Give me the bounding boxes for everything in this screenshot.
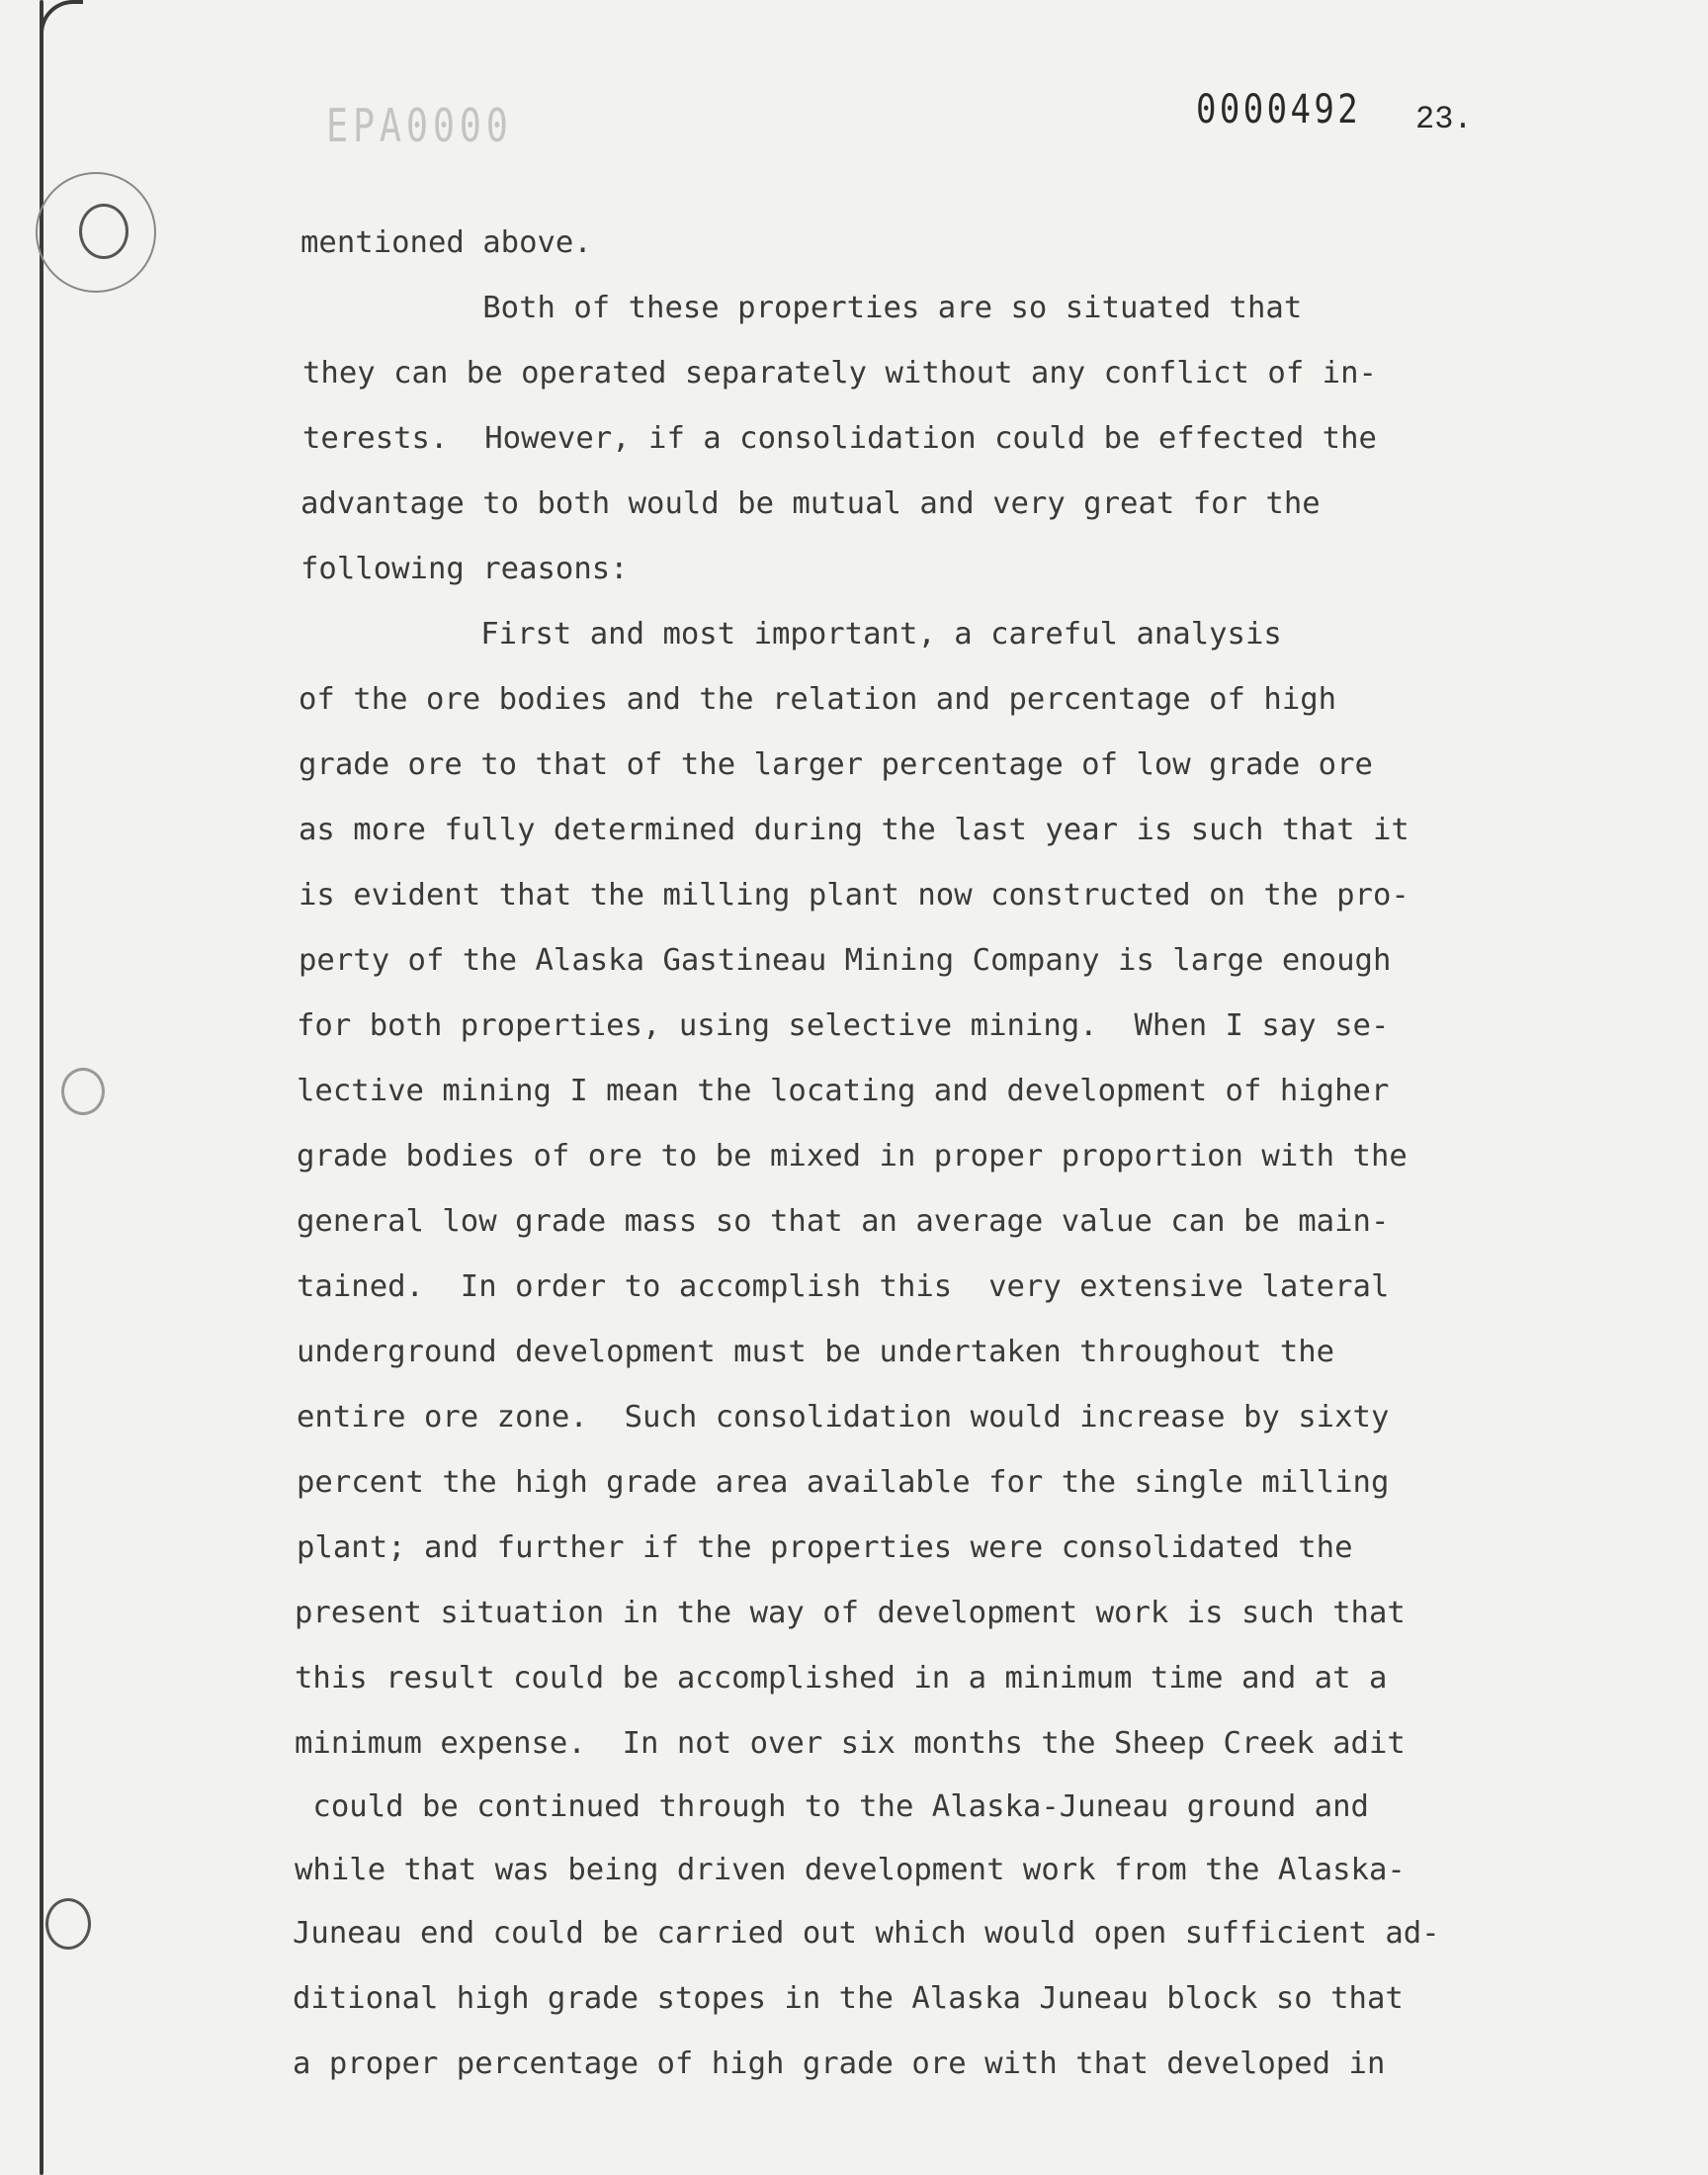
text-line: lective mining I mean the locating and development of higher (297, 1074, 1390, 1108)
document-number: 0000492 (1196, 87, 1362, 132)
text-line: Both of these properties are so situated that (300, 291, 1303, 325)
text-line: Juneau end could be carried out which would open sufficient ad- (293, 1916, 1440, 1951)
text-line: advantage to both would be mutual and very great for the (300, 486, 1321, 521)
text-line: entire ore zone. Such consolidation would increase by sixty (297, 1400, 1390, 1435)
text-line: following reasons: (300, 552, 629, 586)
text-line: First and most important, a careful analysis (299, 617, 1282, 652)
text-line: perty of the Alaska Gastineau Mining Company is large enough (299, 943, 1392, 978)
text-line: tained. In order to accomplish this very extensive lateral (297, 1269, 1390, 1304)
binder-hole-bottom (45, 1898, 91, 1950)
text-line: plant; and further if the properties were consolidated the (297, 1530, 1353, 1565)
text-line: grade bodies of ore to be mixed in proper proportion with the (297, 1139, 1408, 1174)
text-line: terests. However, if a consolidation could be effected the (302, 421, 1377, 456)
page-number: 23. (1415, 101, 1473, 137)
binder-hole-top (79, 204, 128, 259)
text-line: as more fully determined during the last year is such that it (299, 813, 1409, 847)
text-line: they can be operated separately without any conflict of in- (302, 356, 1377, 391)
text-line: minimum expense. In not over six months the Sheep Creek adit (295, 1726, 1406, 1761)
text-line: this result could be accomplished in a minimum time and at a (295, 1661, 1388, 1696)
text-line: mentioned above. (300, 225, 592, 260)
text-line: could be continued through to the Alaska-Juneau ground and (295, 1789, 1369, 1824)
text-line: ditional high grade stopes in the Alaska Juneau block so that (293, 1981, 1404, 2016)
text-line: of the ore bodies and the relation and percentage of high (299, 682, 1337, 717)
text-line: a proper percentage of high grade ore with that developed in (293, 2046, 1386, 2081)
page-corner (40, 0, 83, 34)
text-line: underground development must be undertaken throughout the (297, 1335, 1335, 1369)
text-line: general low grade mass so that an average value can be main- (297, 1204, 1390, 1239)
page-left-edge (40, 0, 43, 2175)
text-line: grade ore to that of the larger percentage of low grade ore (299, 747, 1373, 782)
text-line: while that was being driven development work from the Alaska- (295, 1853, 1406, 1887)
text-line: percent the high grade area available for the single milling (297, 1465, 1390, 1500)
binder-hole-middle (61, 1068, 105, 1115)
faded-stamp: EPA0000 (326, 99, 513, 152)
text-line: present situation in the way of development work is such that (295, 1596, 1406, 1630)
text-line: is evident that the milling plant now constructed on the pro- (299, 878, 1409, 913)
text-line: for both properties, using selective mining. When I say se- (297, 1008, 1390, 1043)
